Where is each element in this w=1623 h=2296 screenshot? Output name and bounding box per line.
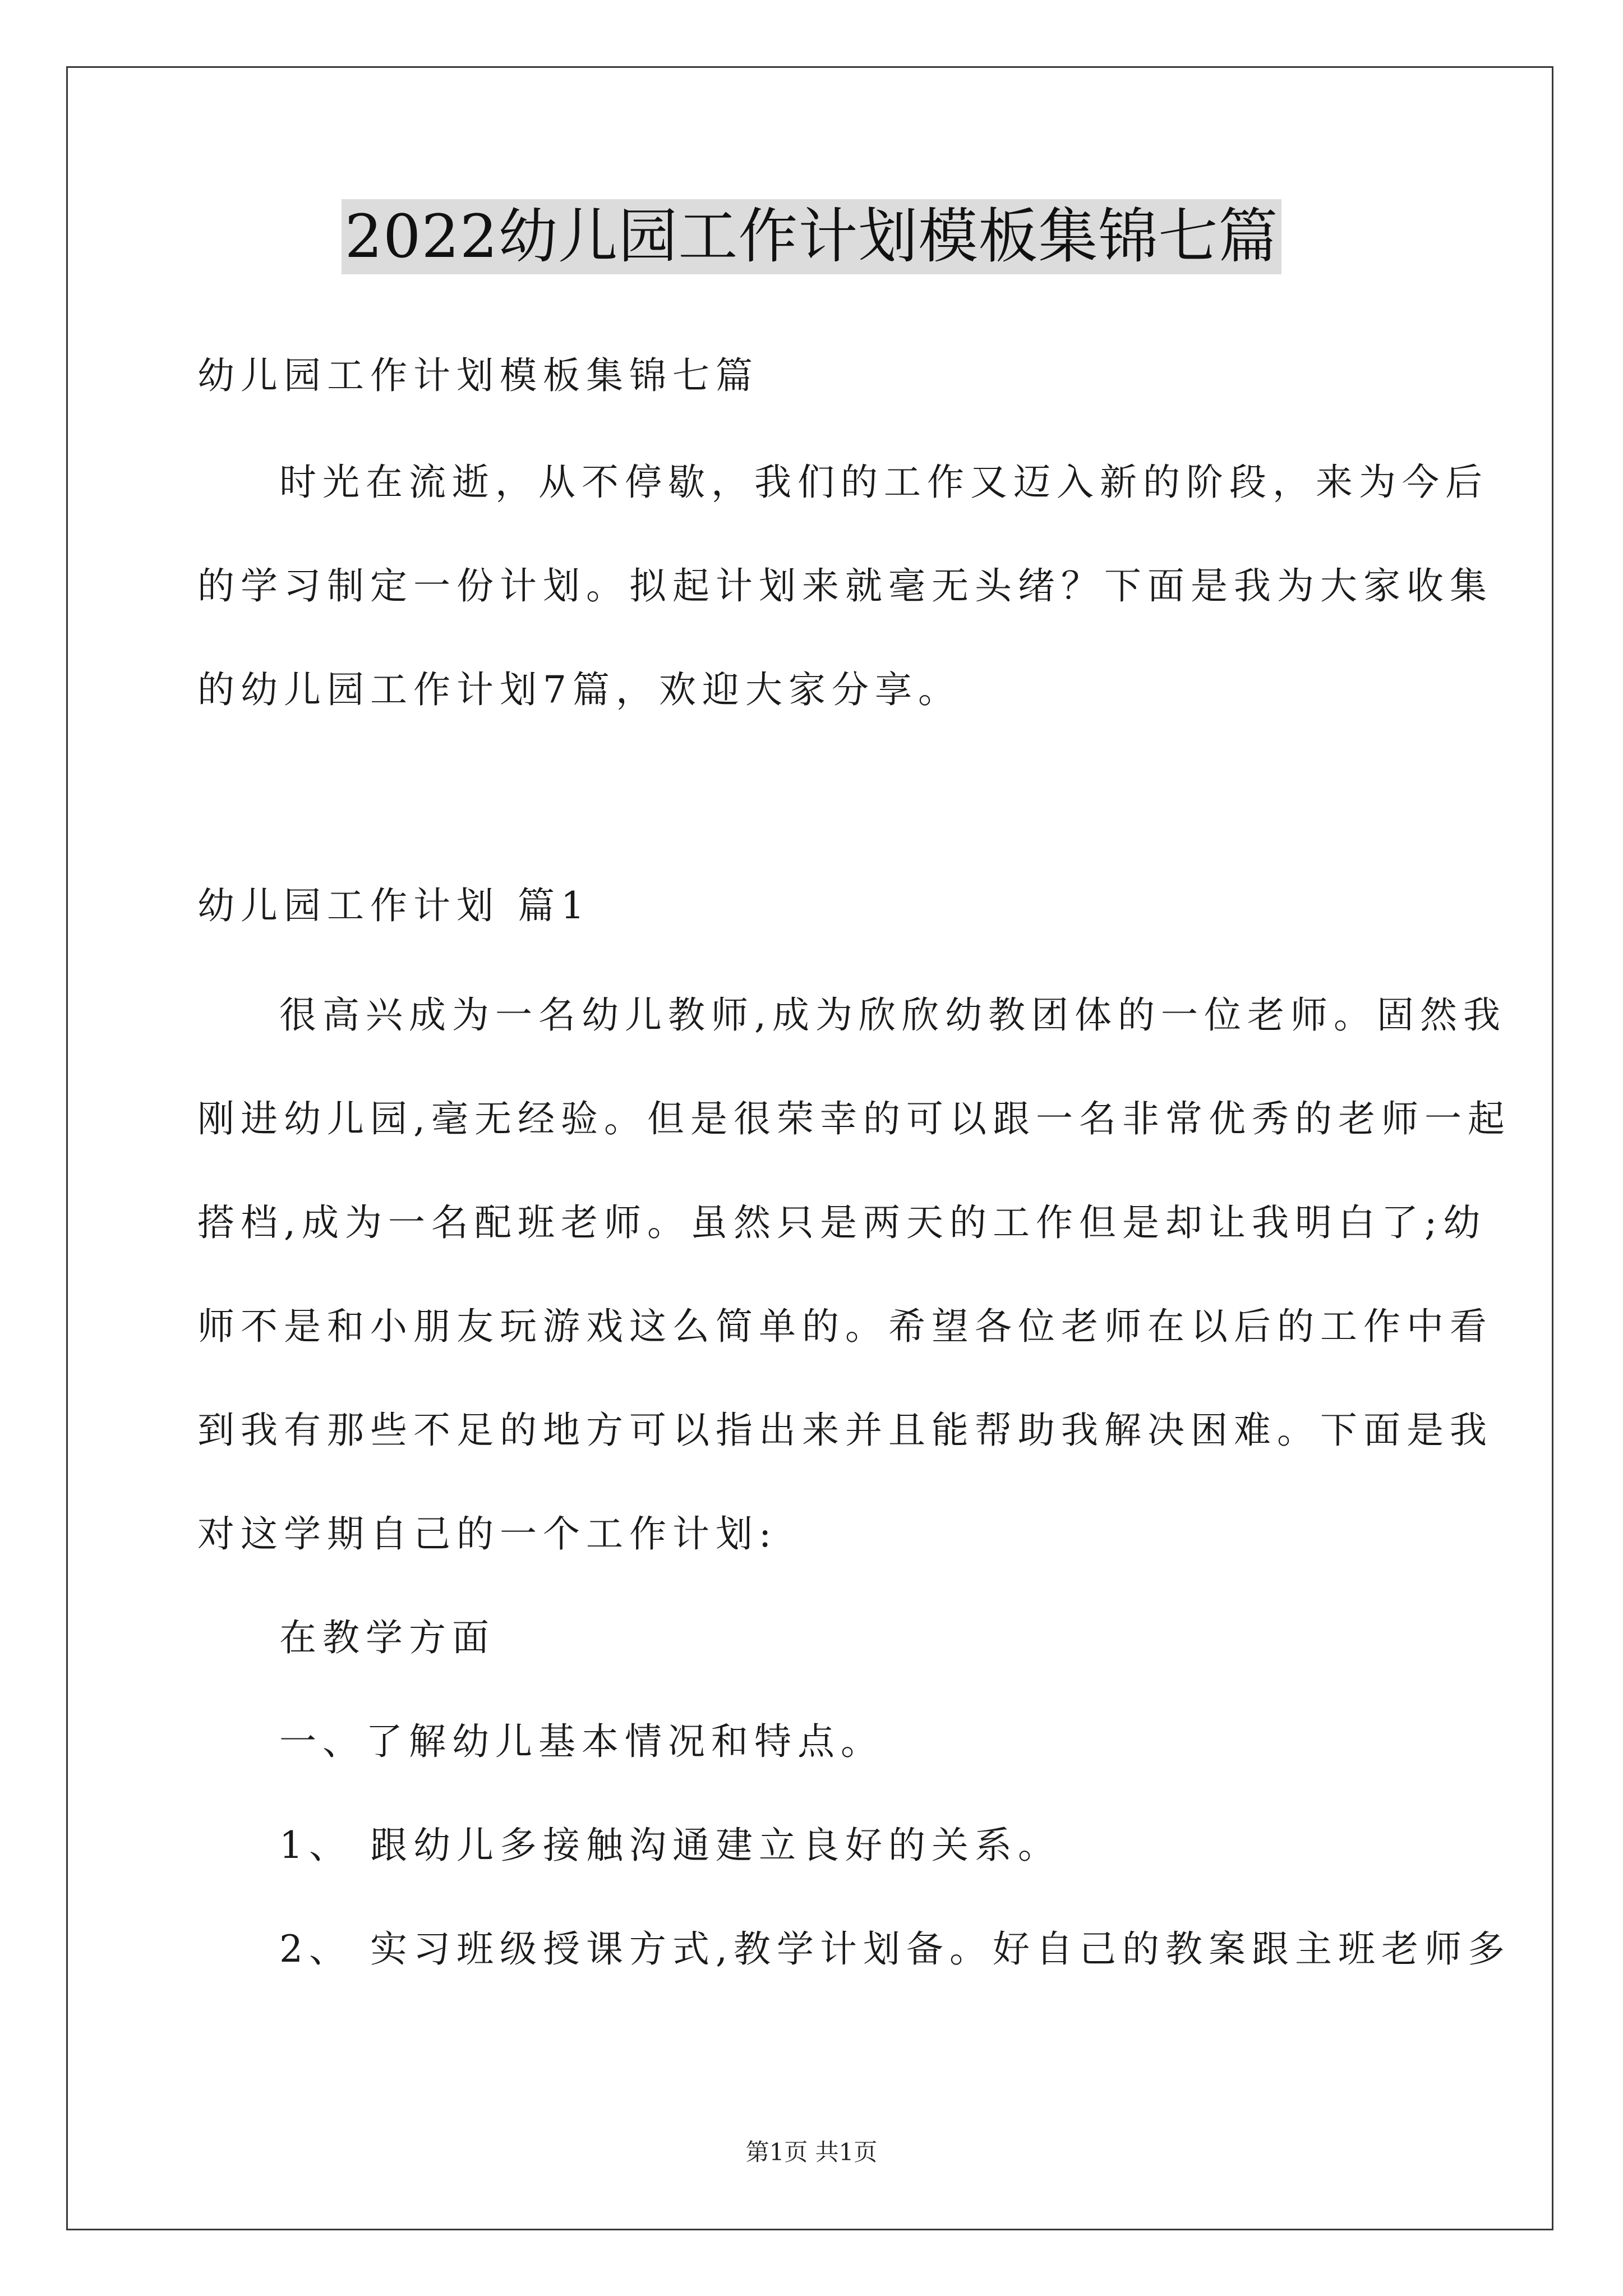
list-item-1: 1、 跟幼儿多接触沟通建立良好的关系。 <box>279 1824 1061 1867</box>
intro-line-1: 时光在流逝，从不停歇，我们的工作又迈入新的阶段，来为今后 <box>279 461 1488 504</box>
page-footer: 第1页 共1页 <box>745 2138 878 2166</box>
intro-line-2: 的学习制定一份计划。拟起计划来就毫无头绪？下面是我为大家收集 <box>197 564 1493 608</box>
list-item-2: 2、 实习班级授课方式,教学计划备。好自己的教案跟主班老师多 <box>279 1927 1511 1971</box>
section-heading: 幼儿园工作计划 篇1 <box>197 884 591 927</box>
paragraph-line-2: 刚进幼儿园,毫无经验。但是很荣幸的可以跟一名非常优秀的老师一起 <box>197 1097 1511 1140</box>
paragraph-line-3: 搭档,成为一名配班老师。虽然只是两天的工作但是却让我明白了;幼 <box>197 1201 1487 1244</box>
document-title: 2022幼儿园工作计划模板集锦七篇 <box>342 199 1282 274</box>
point-one: 一、了解幼儿基本情况和特点。 <box>279 1720 884 1763</box>
paragraph-line-4: 师不是和小朋友玩游戏这么简单的。希望各位老师在以后的工作中看 <box>197 1305 1493 1348</box>
subtitle: 幼儿园工作计划模板集锦七篇 <box>197 354 759 397</box>
title-container <box>0 199 1623 274</box>
intro-line-3: 的幼儿园工作计划7篇，欢迎大家分享。 <box>197 668 961 711</box>
paragraph-line-1: 很高兴成为一名幼儿教师,成为欣欣幼教团体的一位老师。固然我 <box>279 993 1506 1037</box>
teaching-heading: 在教学方面 <box>279 1616 495 1659</box>
paragraph-line-5: 到我有那些不足的地方可以指出来并且能帮助我解决困难。下面是我 <box>197 1409 1493 1452</box>
paragraph-line-6: 对这学期自己的一个工作计划: <box>197 1512 778 1556</box>
